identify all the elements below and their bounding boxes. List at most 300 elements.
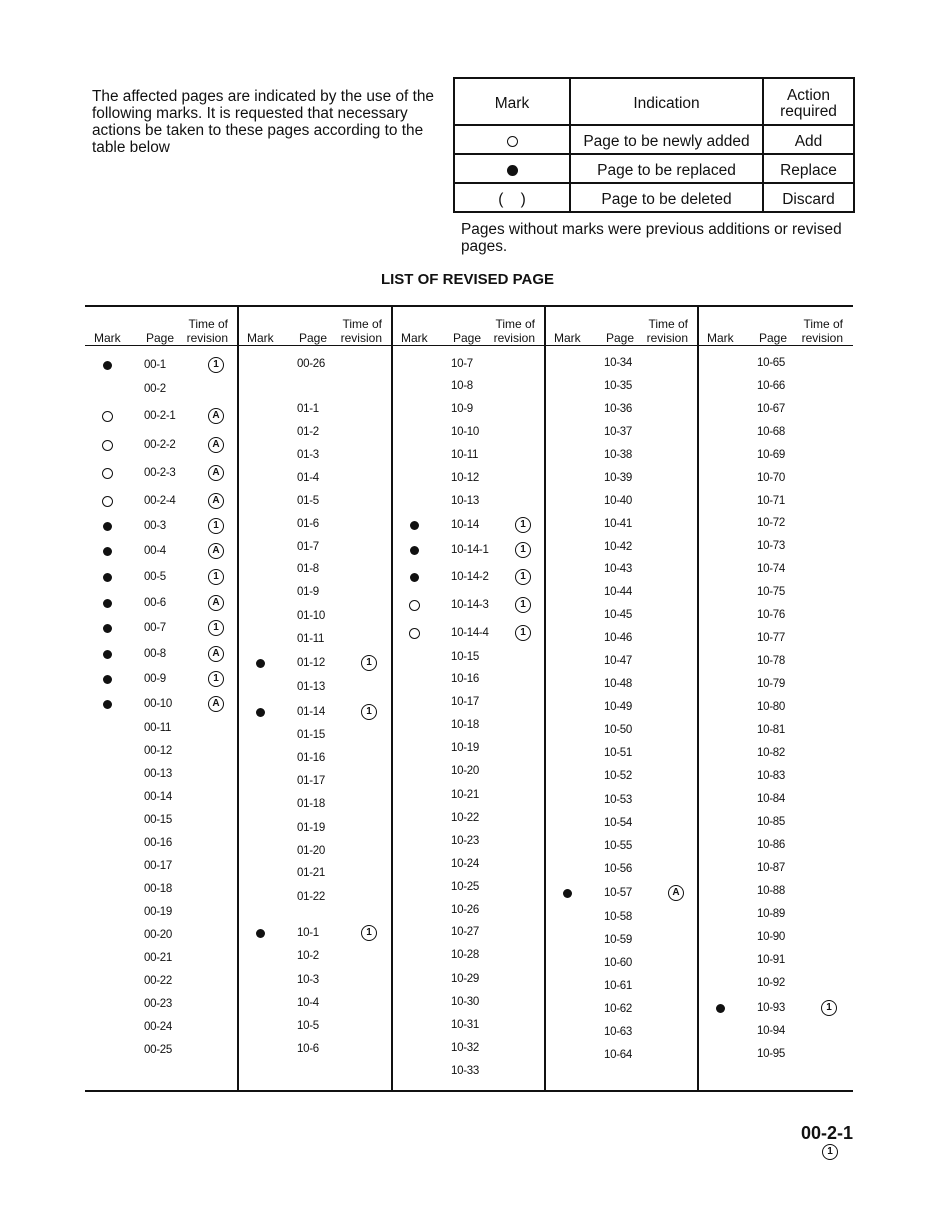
revision-circle: A <box>208 437 224 453</box>
page-number: 10-94 <box>757 1025 785 1037</box>
table-row <box>85 813 238 827</box>
table-row <box>85 596 238 610</box>
table-row <box>238 1019 392 1033</box>
page-number: 00-11 <box>144 722 172 734</box>
open-circle-icon <box>102 411 113 422</box>
page-number: 00-9 <box>144 673 166 685</box>
filled-circle-icon <box>563 889 572 898</box>
column-header-time-of-revision: Time of revision <box>646 317 688 345</box>
table-row <box>85 1043 238 1057</box>
page-number: 01-1 <box>297 403 319 415</box>
page-number: 10-24 <box>451 858 479 870</box>
page-number: 10-91 <box>757 954 785 966</box>
legend-row-replaced <box>454 154 854 183</box>
page-number: 10-28 <box>451 949 479 961</box>
filled-circle-icon <box>410 521 419 530</box>
table-row <box>545 540 698 554</box>
table-row <box>545 700 698 714</box>
column-header-mark: Mark <box>94 331 121 345</box>
table-row <box>545 494 698 508</box>
filled-circle-icon <box>103 522 112 531</box>
page-number: 00-17 <box>144 860 172 872</box>
table-row <box>392 925 545 939</box>
revision-circle: A <box>208 493 224 509</box>
revision-circle: 1 <box>361 655 377 671</box>
page-number: 00-2-1 <box>144 410 176 422</box>
filled-circle-icon <box>256 659 265 668</box>
page-number: 00-2-2 <box>144 439 176 451</box>
revision-circle: 1 <box>361 704 377 720</box>
table-row <box>85 519 238 533</box>
page-number: 10-36 <box>604 403 632 415</box>
page-number: 10-95 <box>757 1048 785 1060</box>
page-number: 00-22 <box>144 975 172 987</box>
table-row <box>85 997 238 1011</box>
table-row <box>392 1064 545 1078</box>
legend-action: Replace <box>763 154 854 183</box>
page-number: 10-92 <box>757 977 785 989</box>
column-header-page: Page <box>299 331 328 345</box>
page-number: 01-14 <box>297 706 325 718</box>
page-number: 10-9 <box>451 403 473 415</box>
table-row <box>392 718 545 732</box>
page-number: 10-45 <box>604 609 632 621</box>
page-number: 10-14-1 <box>451 544 489 556</box>
table-row <box>85 836 238 850</box>
table-row <box>698 425 853 439</box>
table-row <box>545 654 698 668</box>
table-row <box>545 886 698 900</box>
page-number: 01-12 <box>297 657 325 669</box>
table-row <box>392 402 545 416</box>
table-row <box>698 677 853 691</box>
page-number: 10-86 <box>757 839 785 851</box>
table-row <box>698 379 853 393</box>
page-number: 10-44 <box>604 586 632 598</box>
table-row <box>698 654 853 668</box>
revision-circle: 1 <box>208 518 224 534</box>
revision-circle: 1 <box>515 569 531 585</box>
page-number: 10-7 <box>451 358 473 370</box>
table-row <box>392 650 545 664</box>
page-number: 01-13 <box>297 681 325 693</box>
page-number: 10-80 <box>757 701 785 713</box>
page-number: 00-2-3 <box>144 467 176 479</box>
page-number: 00-4 <box>144 545 166 557</box>
table-row <box>698 1001 853 1015</box>
table-row <box>238 844 392 858</box>
table-row <box>238 585 392 599</box>
filled-circle-icon <box>256 929 265 938</box>
legend-mark-cell <box>454 125 570 154</box>
revision-circle: A <box>208 465 224 481</box>
table-row <box>545 631 698 645</box>
page-number: 10-62 <box>604 1003 632 1015</box>
table-row <box>545 1025 698 1039</box>
table-row <box>698 585 853 599</box>
table-row <box>545 933 698 947</box>
page-number: 10-79 <box>757 678 785 690</box>
page-number: 01-15 <box>297 729 325 741</box>
table-row <box>545 793 698 807</box>
page-number: 10-11 <box>451 449 479 461</box>
page-number: 10-41 <box>604 518 632 530</box>
table-row <box>545 585 698 599</box>
table-row <box>392 811 545 825</box>
table-row <box>545 471 698 485</box>
column-header-page: Page <box>759 331 788 345</box>
table-row <box>698 769 853 783</box>
page-number: 10-59 <box>604 934 632 946</box>
table-row <box>545 562 698 576</box>
table-row <box>545 746 698 760</box>
table-row <box>85 494 238 508</box>
page-number: 10-55 <box>604 840 632 852</box>
page-number: 01-10 <box>297 610 325 622</box>
table-row <box>392 448 545 462</box>
page-number: 10-32 <box>451 1042 479 1054</box>
revision-column <box>392 306 545 1091</box>
open-circle-icon <box>507 136 518 147</box>
revision-circle: 1 <box>208 671 224 687</box>
page-number: 10-33 <box>451 1065 479 1077</box>
page-number: 10-14-4 <box>451 627 489 639</box>
filled-circle-icon <box>256 708 265 717</box>
table-row <box>545 425 698 439</box>
page-number: 10-30 <box>451 996 479 1008</box>
table-row <box>698 838 853 852</box>
table-row <box>85 721 238 735</box>
page-number: 10-85 <box>757 816 785 828</box>
page-number: 10-29 <box>451 973 479 985</box>
table-row <box>698 1024 853 1038</box>
page-number: 10-81 <box>757 724 785 736</box>
page-number: 10-35 <box>604 380 632 392</box>
table-row <box>238 357 392 371</box>
table-row <box>85 951 238 965</box>
table-row <box>698 907 853 921</box>
revision-circle: 1 <box>208 357 224 373</box>
page-number: 10-89 <box>757 908 785 920</box>
table-row <box>238 926 392 940</box>
table-row <box>698 562 853 576</box>
page-number: 10-65 <box>757 357 785 369</box>
revision-column <box>238 306 392 1091</box>
table-row <box>698 792 853 806</box>
page-number: 10-75 <box>757 586 785 598</box>
revision-circle: A <box>208 543 224 559</box>
open-circle-icon <box>409 600 420 611</box>
page-number: 01-18 <box>297 798 325 810</box>
table-row <box>392 741 545 755</box>
page-number: 01-5 <box>297 495 319 507</box>
page-number: 10-3 <box>297 974 319 986</box>
filled-circle-icon <box>103 624 112 633</box>
table-row <box>698 494 853 508</box>
table-row <box>698 930 853 944</box>
page-number: 10-50 <box>604 724 632 736</box>
table-row <box>238 656 392 670</box>
revision-circle: 1 <box>208 620 224 636</box>
column-header-time-of-revision: Time of revision <box>186 317 228 345</box>
page-number: 10-5 <box>297 1020 319 1032</box>
filled-circle-icon <box>103 573 112 582</box>
page-number: 00-13 <box>144 768 172 780</box>
table-row <box>698 746 853 760</box>
page-number: 01-11 <box>297 633 325 645</box>
table-row <box>545 910 698 924</box>
page-number: 10-2 <box>297 950 319 962</box>
revision-circle: 1 <box>361 925 377 941</box>
page-number: 10-12 <box>451 472 479 484</box>
table-row <box>392 357 545 371</box>
table-row <box>545 402 698 416</box>
table-row <box>545 356 698 370</box>
open-circle-icon <box>102 440 113 451</box>
page-number: 10-17 <box>451 696 479 708</box>
page-number: 01-4 <box>297 472 319 484</box>
table-row <box>85 647 238 661</box>
page-number: 00-6 <box>144 597 166 609</box>
revision-circle: 1 <box>515 597 531 613</box>
table-row <box>85 409 238 423</box>
table-row <box>85 382 238 396</box>
filled-circle-icon <box>103 675 112 684</box>
page-number: 10-27 <box>451 926 479 938</box>
page-number: 10-56 <box>604 863 632 875</box>
table-row <box>238 949 392 963</box>
table-row <box>698 631 853 645</box>
table-row <box>545 1048 698 1062</box>
page-number: 01-19 <box>297 822 325 834</box>
table-row <box>392 764 545 778</box>
table-row <box>392 494 545 508</box>
table-row <box>392 857 545 871</box>
legend-mark-cell <box>454 183 570 212</box>
legend-header-mark: Mark <box>454 78 570 125</box>
page-number: 10-67 <box>757 403 785 415</box>
table-row <box>545 517 698 531</box>
page-number: 10-46 <box>604 632 632 644</box>
table-row <box>238 751 392 765</box>
table-row <box>545 816 698 830</box>
table-row <box>392 672 545 686</box>
table-row <box>85 974 238 988</box>
table-row <box>392 1018 545 1032</box>
page-number: 10-72 <box>757 517 785 529</box>
legend-row-deleted <box>454 183 854 212</box>
filled-circle-icon <box>103 650 112 659</box>
page-number: 01-21 <box>297 867 325 879</box>
revision-column <box>545 306 698 1091</box>
table-row <box>85 905 238 919</box>
page-number: 10-64 <box>604 1049 632 1061</box>
table-row <box>698 723 853 737</box>
page-number: 01-3 <box>297 449 319 461</box>
page-number: 10-78 <box>757 655 785 667</box>
page-number: 10-25 <box>451 881 479 893</box>
page-number: 10-18 <box>451 719 479 731</box>
table-row <box>85 466 238 480</box>
table-row <box>392 834 545 848</box>
table-row <box>698 1047 853 1061</box>
page-number: 00-1 <box>144 359 166 371</box>
filled-circle-icon <box>103 547 112 556</box>
page-number: 10-15 <box>451 651 479 663</box>
column-header-mark: Mark <box>554 331 581 345</box>
legend-note: Pages without marks were previous additions or revised pages. <box>461 221 842 255</box>
revision-circle: 1 <box>821 1000 837 1016</box>
table-row <box>85 697 238 711</box>
page-number: 10-21 <box>451 789 479 801</box>
page-number: 00-16 <box>144 837 172 849</box>
table-row <box>392 471 545 485</box>
page-number: 10-14-2 <box>451 571 489 583</box>
table-row <box>85 744 238 758</box>
page-number: 10-8 <box>451 380 473 392</box>
table-row <box>238 890 392 904</box>
marks-legend-table <box>453 77 855 213</box>
table-row <box>238 821 392 835</box>
column-header-mark: Mark <box>401 331 428 345</box>
revision-circle: 1 <box>515 542 531 558</box>
revision-circle: A <box>208 595 224 611</box>
page-number: 01-16 <box>297 752 325 764</box>
column-header-time-of-revision: Time of revision <box>493 317 535 345</box>
page-number: 10-73 <box>757 540 785 552</box>
table-row <box>85 767 238 781</box>
legend-header-indication: Indication <box>570 78 763 125</box>
page-number: 10-49 <box>604 701 632 713</box>
page-number: 10-39 <box>604 472 632 484</box>
table-row <box>85 1020 238 1034</box>
page-number: 00-21 <box>144 952 172 964</box>
column-header-mark: Mark <box>707 331 734 345</box>
intro-paragraph: The affected pages are indicated by the use of the following marks. It is requested that necessary actions be taken to these pages according to the table below <box>92 88 434 156</box>
column-header-page: Page <box>453 331 482 345</box>
page-number: 00-2-4 <box>144 495 176 507</box>
table-row <box>545 448 698 462</box>
page-number: 00-12 <box>144 745 172 757</box>
revision-column <box>85 306 238 1091</box>
revision-circle: A <box>208 696 224 712</box>
page-number: 00-24 <box>144 1021 172 1033</box>
page-number: 10-52 <box>604 770 632 782</box>
revision-circle: A <box>208 408 224 424</box>
page-number: 10-88 <box>757 885 785 897</box>
open-circle-icon <box>102 496 113 507</box>
legend-action: Discard <box>763 183 854 212</box>
table-row <box>698 884 853 898</box>
table-row <box>392 425 545 439</box>
page-number: 01-20 <box>297 845 325 857</box>
page-number: 10-42 <box>604 541 632 553</box>
page-number: 10-14-3 <box>451 599 489 611</box>
page-number: 10-14 <box>451 519 479 531</box>
table-row <box>392 948 545 962</box>
parentheses-mark: ( ) <box>498 191 526 208</box>
filled-circle-icon <box>410 546 419 555</box>
page-number: 01-2 <box>297 426 319 438</box>
table-row <box>238 705 392 719</box>
revision-circle: 1 <box>515 517 531 533</box>
table-row <box>392 379 545 393</box>
table-row <box>392 598 545 612</box>
column-header-time-of-revision: Time of revision <box>801 317 843 345</box>
table-row <box>545 769 698 783</box>
page-number: 10-13 <box>451 495 479 507</box>
page-number: 00-20 <box>144 929 172 941</box>
page-number: 10-47 <box>604 655 632 667</box>
filled-circle-icon <box>103 700 112 709</box>
page-number: 10-71 <box>757 495 785 507</box>
page-number: 10-60 <box>604 957 632 969</box>
page-number: 00-7 <box>144 622 166 634</box>
page-number: 00-15 <box>144 814 172 826</box>
table-row <box>392 543 545 557</box>
page-number: 10-66 <box>757 380 785 392</box>
page-number: 10-54 <box>604 817 632 829</box>
table-row <box>238 728 392 742</box>
page-number: 01-9 <box>297 586 319 598</box>
page-number: 10-43 <box>604 563 632 575</box>
table-row <box>392 995 545 1009</box>
page-number: 01-7 <box>297 541 319 553</box>
table-row <box>238 680 392 694</box>
page-number: 00-14 <box>144 791 172 803</box>
table-row <box>545 379 698 393</box>
page-number: 10-83 <box>757 770 785 782</box>
filled-circle-icon <box>507 165 518 176</box>
table-row <box>545 839 698 853</box>
table-row <box>392 695 545 709</box>
page-number: 10-10 <box>451 426 479 438</box>
page-number: 10-4 <box>297 997 319 1009</box>
page-number: 10-31 <box>451 1019 479 1031</box>
page-number: 10-68 <box>757 426 785 438</box>
revision-circle: 1 <box>208 569 224 585</box>
table-row <box>698 356 853 370</box>
revision-circle: A <box>668 885 684 901</box>
table-row <box>698 539 853 553</box>
table-row <box>698 700 853 714</box>
column-header-page: Page <box>146 331 175 345</box>
table-row <box>85 790 238 804</box>
table-row <box>545 1002 698 1016</box>
page-number: 10-70 <box>757 472 785 484</box>
table-row <box>238 797 392 811</box>
footer-page-number: 00-2-1 <box>800 1123 853 1143</box>
page-number: 01-8 <box>297 563 319 575</box>
table-row <box>698 861 853 875</box>
table-row <box>85 882 238 896</box>
page-number: 10-19 <box>451 742 479 754</box>
table-row <box>698 815 853 829</box>
table-row <box>238 996 392 1010</box>
column-header-time-of-revision: Time of revision <box>340 317 382 345</box>
table-row <box>238 866 392 880</box>
revision-circle: A <box>208 646 224 662</box>
table-row <box>698 402 853 416</box>
table-row <box>545 677 698 691</box>
table-row <box>85 438 238 452</box>
legend-mark-cell <box>454 154 570 183</box>
page-number: 10-22 <box>451 812 479 824</box>
table-row <box>392 972 545 986</box>
page-number: 01-17 <box>297 775 325 787</box>
page-number: 00-3 <box>144 520 166 532</box>
column-header-page: Page <box>606 331 635 345</box>
